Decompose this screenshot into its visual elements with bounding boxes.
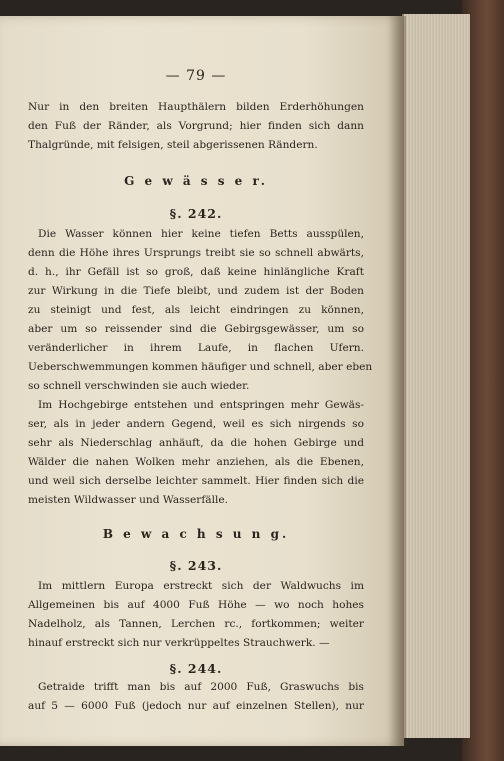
heading-gewaesser: G e w ä s s e r. — [124, 174, 268, 188]
para-243-line-1: Im mittlern Europa erstreckt sich der Waldwuchs im — [38, 580, 364, 592]
para-242-line-14: und weil sich derselbe leichter sammelt. Hier finden sich die — [28, 475, 364, 487]
para-242-line-1: Die Wasser können hier keine tiefen Betts ausspülen, — [38, 228, 364, 240]
para-242-line-2: denn die Höhe ihres Ursprungs treibt sie so schnell abwärts, — [28, 247, 364, 259]
heading-bewachsung: B e w a c h s u n g. — [102, 527, 290, 541]
para-242-line-9: so schnell verschwinden sie auch wieder. — [28, 380, 250, 392]
para-242-line-3: d. h., ihr Gefäll ist so groß, daß keine hinlängliche Kraft — [28, 266, 364, 278]
intro-line-2: den Fuß der Ränder, als Vorgrund; hier finden sich dann — [28, 120, 364, 132]
book-page — [0, 16, 404, 746]
para-242-line-5: zu steinigt und fest, als leicht eindringen zu können, — [28, 304, 364, 316]
page-gutter-shadow — [388, 16, 406, 746]
para-243-line-3: Nadelholz, als Tannen, Lerchen rc., fortkommen; weiter — [28, 618, 364, 630]
intro-line-1: Nur in den breiten Haupthälern bilden Erderhöhungen — [28, 101, 364, 113]
intro-line-3: Thalgründe, mit felsigen, steil abgerissenen Rändern. — [28, 139, 318, 151]
section-244: §. 244. — [169, 661, 223, 676]
section-242: §. 242. — [169, 206, 223, 221]
para-242-line-13: Wälder die nahen Wolken mehr anziehen, als die Ebenen, — [28, 456, 364, 468]
para-242-line-11: ser, als in jeder andern Gegend, weil es sich nirgends so — [28, 418, 364, 430]
para-242-line-4: zur Wirkung in die Tiefe bleibt, und zudem ist der Boden — [28, 285, 364, 297]
para-242-line-10: Im Hochgebirge entstehen und entspringen mehr Gewäs- — [38, 399, 364, 411]
para-243-line-2: Allgemeinen bis auf 4000 Fuß Höhe — wo noch hohes — [28, 599, 364, 611]
para-242-line-12: sehr als Niederschlag anhäuft, da die hohen Gebirge und — [28, 437, 364, 449]
para-242-line-6: aber um so reissender sind die Gebirgsgewässer, um so — [28, 323, 364, 335]
para-244-line-1: Getraide trifft man bis auf 2000 Fuß, Graswuchs bis — [38, 681, 364, 693]
para-242-line-15: meisten Wildwasser und Wasserfälle. — [28, 494, 229, 506]
para-244-line-2: auf 5 — 6000 Fuß (jedoch nur auf einzelnen Stellen), nur — [28, 700, 364, 712]
page-number: — 79 — — [165, 68, 227, 84]
para-242-line-7: veränderlicher in ihrem Laufe, in flachen Ufern. — [28, 342, 364, 354]
section-243: §. 243. — [169, 558, 223, 573]
para-243-line-4: hinauf erstreckt sich nur verkrüppeltes Strauchwerk. — — [28, 637, 330, 649]
page-stack-edge — [402, 14, 470, 738]
para-242-line-8: Ueberschwemmungen kommen häufiger und schnell, aber eben — [28, 361, 373, 373]
